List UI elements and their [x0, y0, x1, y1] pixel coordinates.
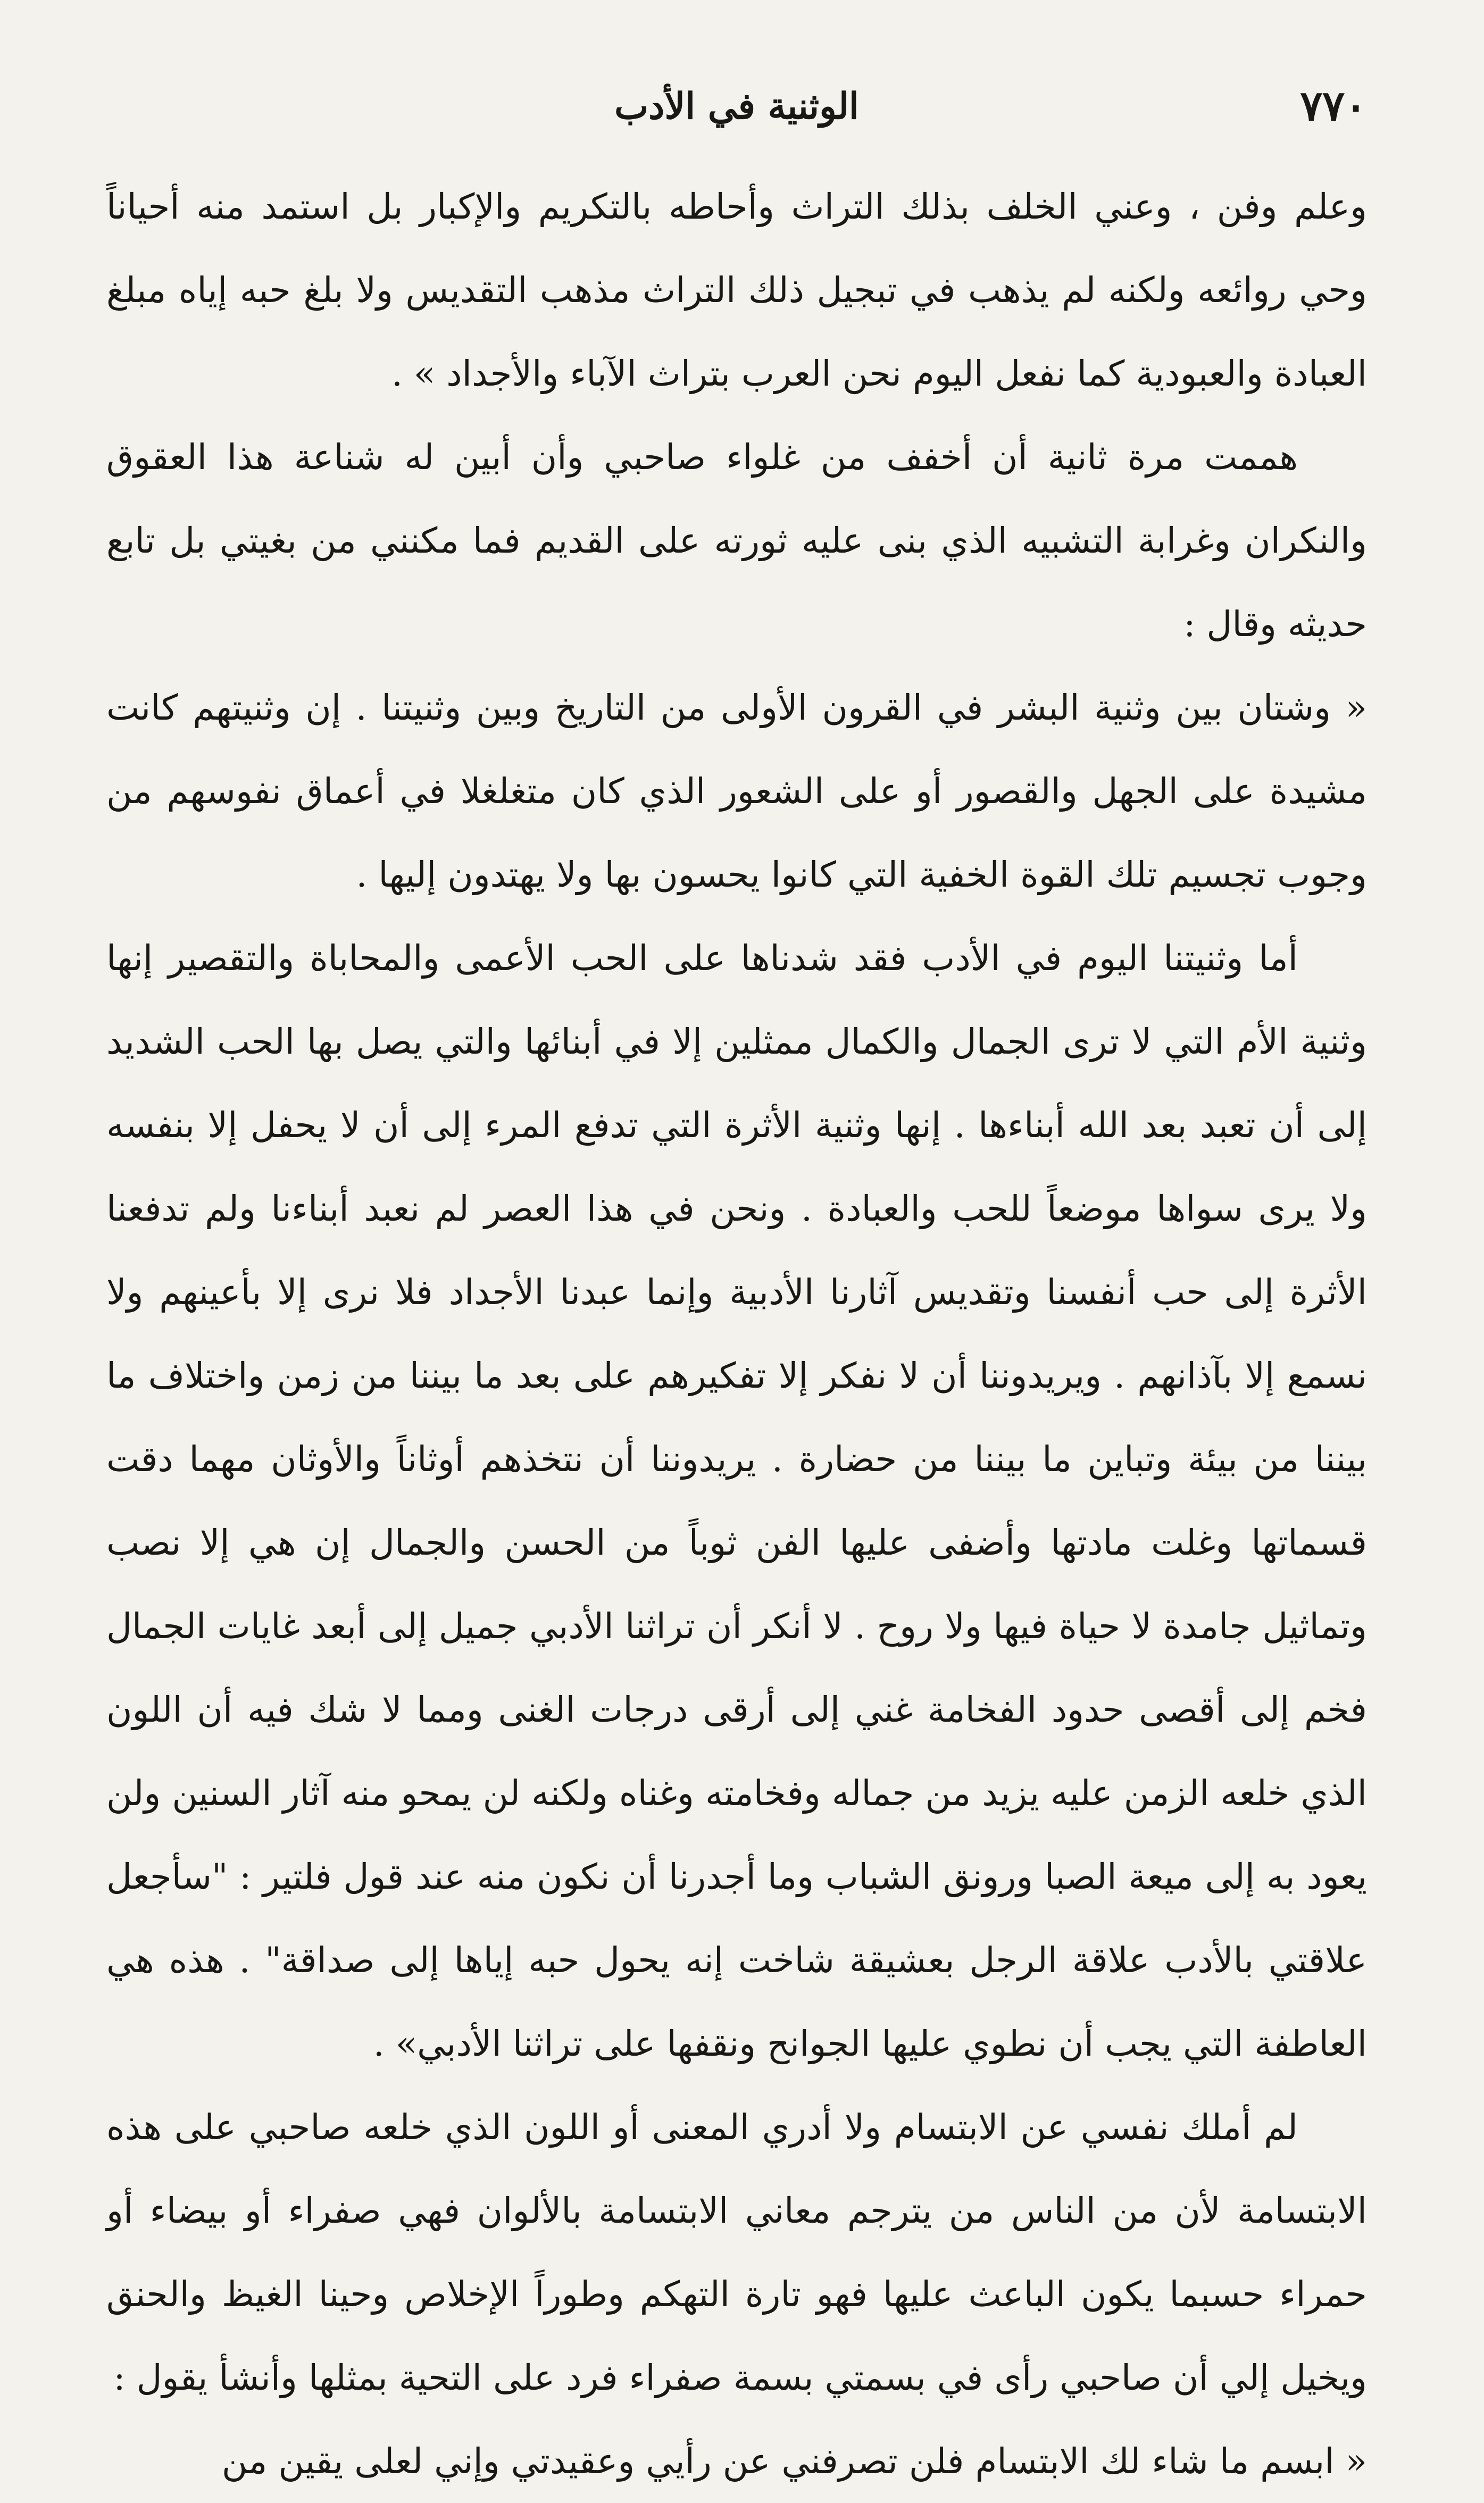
paragraph-1: وعلم وفن ، وعني الخلف بذلك التراث وأحاطه بالتكريم والإكبار بل استمد منه أحياناً وحي روائعه ولكنه لم يذهب في تبجيل ذلك التراث مذهب التقديس ولا بلغ حبه إياه مبلغ العبادة والعبودية كما نفعل اليوم نحن العرب بتراث الآباء والأجداد » . — [106, 186, 1367, 394]
paragraph-6: « ابسم ما شاء لك الابتسام فلن تصرفني عن رأيي وعقيدتي وإني لعلى يقين من — [221, 2441, 1367, 2482]
paragraph-3: « وشتان بين وثنية البشر في القرون الأولى من التاريخ وبين وثنيتنا . إن وثنيتهم كانت مشيدة على الجهل والقصور أو على الشعور الذي كان متغلغلا في أعماق نفوسهم من وجوب تجسيم تلك القوة الخفية التي كانوا يحسون بها ولا يهتدون إليها . — [106, 687, 1367, 895]
page-header — [106, 80, 1367, 138]
running-title: الوثنية في الأدب — [614, 85, 859, 128]
paragraph-2: هممت مرة ثانية أن أخفف من غلواء صاحبي وأن أبين له شناعة هذا العقوق والنكران وغرابة التشبيه الذي بنى عليه ثورته على القديم فما مكنني من بغيتي بل تابع حديثه وقال : — [106, 437, 1368, 645]
page-number: ٧٧٠ — [1300, 82, 1367, 130]
paragraph-4: أما وثنيتنا اليوم في الأدب فقد شدناها على الحب الأعمى والمحاباة والتقصير إنها وثنية الأم التي لا ترى الجمال والكمال ممثلين إلا في أبنائها والتي يصل بها الحب الشديد إلى أن تعبد بعد الله أبناءها . إنها وثنية الأثرة التي تدفع المرء إلى أن لا يحفل إلا بنفسه ولا يرى سواها موضعاً للحب والعبادة . ونحن في هذا العصر لم نعبد أبناءنا ولم تدفعنا الأثرة إلى حب أنفسنا وتقديس آثارنا الأدبية وإنما عبدنا الأجداد فلا نرى إلا بأعينهم ولا نسمع إلا بآذانهم . ويريدوننا أن لا نفكر إلا تفكيرهم على بعد ما بيننا من زمن واختلاف ما بيننا من بيئة وتباين ما بيننا من حضارة . يريدوننا أن نتخذهم أوثاناً والأوثان مهما دقت قسماتها وغلت مادتها وأضفى عليها الفن ثوباً من الحسن والجمال إن هي إلا نصب وتماثيل جامدة لا حياة فيها ولا روح . لا أنكر أن تراثنا الأدبي جميل إلى أبعد غايات الجمال فخم إلى أقصى حدود الفخامة غني إلى أرقى درجات الغنى ومما لا شك فيه أن اللون الذي خلعه الزمن عليه يزيد من جماله وفخامته وغناه ولكنه لن يمحو منه آثار السنين ولن يعود به إلى ميعة الصبا ورونق الشباب وما أجدرنا أن نكون منه عند قول فلتير : "سأجعل علاقتي بالأدب علاقة الرجل بعشيقة شاخت إنه يحول حبه إياها إلى صداقة" . هذه هي العاطفة التي يجب أن نطوي عليها الجوانح ونقفها على تراثنا الأدبي» . — [106, 938, 1367, 2064]
body-text — [106, 165, 1367, 2503]
paragraph-5: لم أملك نفسي عن الابتسام ولا أدري المعنى أو اللون الذي خلعه صاحبي على هذه الابتسامة لأن من الناس من يترجم معاني الابتسامة بالألوان فهي صفراء أو بيضاء أو حمراء حسبما يكون الباعث عليها فهو تارة التهكم وطوراً الإخلاص وحينا الغيظ والحنق ويخيل إلي أن صاحبي رأى في بسمتي بسمة صفراء فرد على التحية بمثلها وأنشأ يقول : — [106, 2107, 1367, 2398]
